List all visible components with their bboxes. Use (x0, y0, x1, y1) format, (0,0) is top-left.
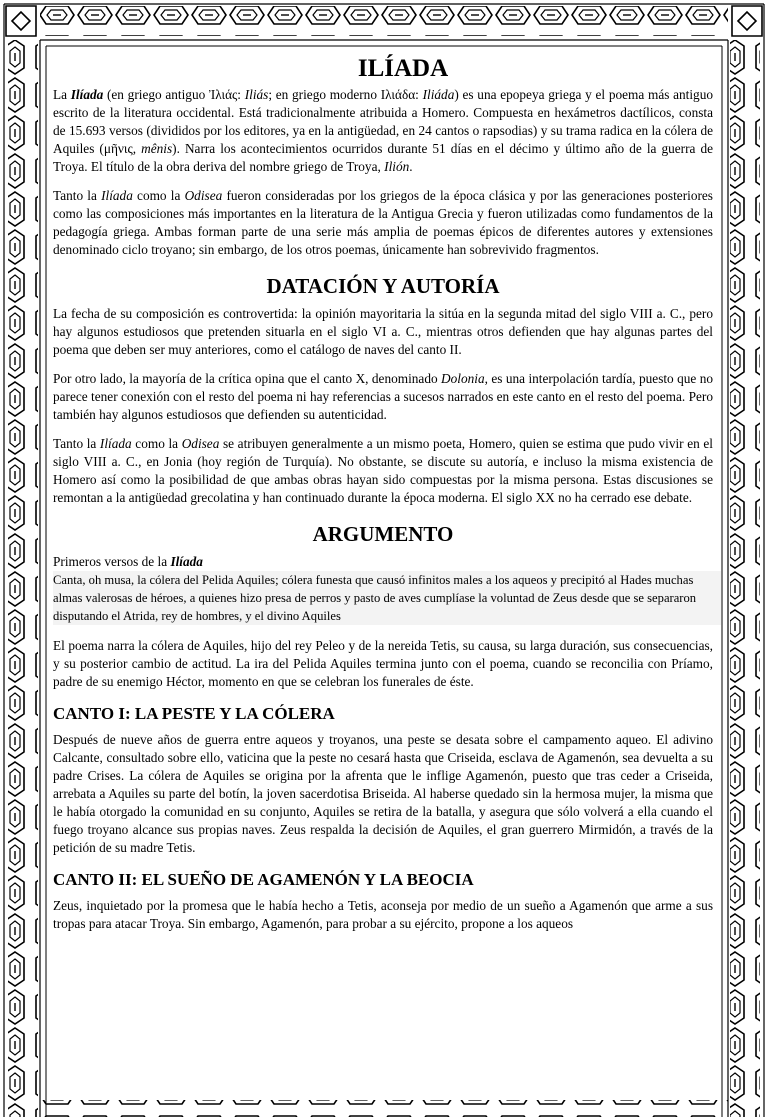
verses-quote: Canta, oh musa, la cólera del Pelida Aquiles; cólera funesta que causó infinitos males a los aqueos y precipitó al Hades muchas almas valerosas de héroes, a quienes hizo presa de perros y pasto de aves cumplíase la voluntad de Zeus desde que se separaron disputando el Atrida, rey de hombres, y el divino Aquiles (53, 571, 721, 625)
section-heading-argumento: ARGUMENTO (312, 522, 454, 546)
verses-label: Primeros versos de la Ilíada (53, 554, 203, 569)
document-body (53, 54, 713, 944)
canto-1-heading: CANTO I: LA PESTE Y LA CÓLERA (53, 704, 335, 723)
argumento-paragraph-1: El poema narra la cólera de Aquiles, hijo del rey Peleo y de la nereida Tetis, su causa, su larga duración, sus consecuencias, y su posterior cambio de actitud. La ira del Pelida Aquiles termina junto con el poema, cuando se reconcilia con Príamo, padre de su enemigo Héctor, momento en que se celebran los funerales de éste. (53, 638, 713, 689)
datacion-paragraph-3: Tanto la Ilíada como la Odisea se atribuyen generalmente a un mismo poeta, Homero, quien se estima que pudo vivir en el siglo VIII a. C., en Jonia (hoy región de Turquía). No obstante, se discute su autoría, e incluso la misma existencia de Homero así como la posibilidad de que ambas obras hayan sido compuestas por la misma persona. Estas discusiones se remontan a la antigüedad grecolatina y han continuado durante la época moderna. El siglo XX no ha cerrado ese debate. (53, 436, 713, 505)
datacion-paragraph-1: La fecha de su composición es controvertida: la opinión mayoritaria la sitúa en la segunda mitad del siglo VIII a. C., pero hay algunos estudiosos que pretenden situarla en el siglo VI a. C., mientras otros defienden que hay algunas partes del poema que deben ser muy anteriores, como el catálogo de naves del canto II. (53, 306, 713, 357)
canto-2-heading: CANTO II: EL SUEÑO DE AGAMENÓN Y LA BEOCIA (53, 870, 474, 889)
document-title: ILÍADA (357, 55, 449, 82)
canto-2-paragraph: Zeus, inquietado por la promesa que le había hecho a Tetis, aconseja por medio de un sueño a Agamenón que arme a sus tropas para atacar Troya. Sin embargo, Agamenón, para probar a su ejército, propone a los aqueos (53, 898, 713, 931)
intro-paragraph-1: La Ilíada (en griego antiguo Ἰλιάς: Iliás; en griego moderno Ιλιάδα: Iliáda) es una epopeya griega y el poema más antiguo escrito de la literatura occidental. Está tradicionalmente atribuida a Homero. Compuesta en hexámetros dactílicos, consta de 15.693 versos (divididos por los editores, ya en la antigüedad, en 24 cantos o rapsodias) y su trama radica en la cólera de Aquiles (μῆνις, mênis). Narra los acontecimientos ocurridos durante 51 días en el décimo y último año de la guerra de Troya. El título de la obra deriva del nombre griego de Troya, Ilión. (53, 87, 713, 174)
intro-paragraph-2: Tanto la Ilíada como la Odisea fueron consideradas por los griegos de la época clásica y por las generaciones posteriores como las composiciones más importantes en la literatura de la Antigua Grecia y fueron utilizadas como fundamentos de la pedagogía griega. Ambas forman parte de una serie más amplia de poemas épicos de diferentes autores y extensiones denominado ciclo troyano; sin embargo, de los otros poemas, únicamente han sobrevivido fragmentos. (53, 188, 713, 257)
canto-1-paragraph: Después de nueve años de guerra entre aqueos y troyanos, una peste se desata sobre el campamento aqueo. El adivino Calcante, consultado sobre ello, vaticina que la peste no cesará hasta que Criseida, esclava de Agamenón, sea devuelta a su padre Crises. La cólera de Aquiles se origina por la afrenta que le inflige Agamenón, puesto que tras ceder a Criseida, arrebata a Aquiles su parte del botín, la joven sacerdotisa Briseida. Al haberse quedado sin la hermosa mujer, la misma que le había otorgado la comunidad en su conjunto, Aquiles se retira de la batalla, y asegura que sólo volverá a ella cuando el fuego troyano alcance sus propias naves. Zeus respalda la decisión de Aquiles, el gran guerrero Mirmidón, a través de la petición de su madre Tetis. (53, 732, 713, 855)
datacion-paragraph-2: Por otro lado, la mayoría de la crítica opina que el canto X, denominado Dolonia, es una interpolación tardía, puesto que no parece tener conexión con el resto del poema ni hay referencias a sucesos narrados en este canto en el resto del poema. Pero también hay algunos estudiosos que defienden su autenticidad. (53, 371, 714, 422)
section-heading-datacion: DATACIÓN Y AUTORÍA (266, 274, 500, 298)
